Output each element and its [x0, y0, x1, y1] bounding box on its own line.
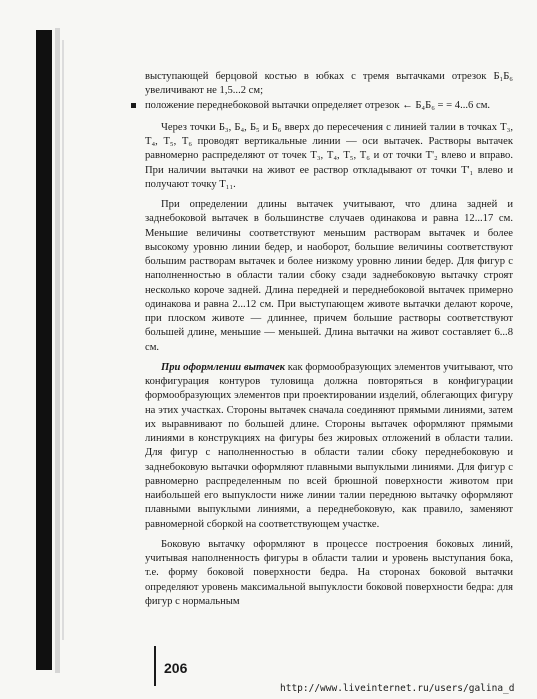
bullet-item-text: положение переднебоковой вытачки определяет отрезок ← Б₄Б₆ = = 4...6 см. [145, 99, 491, 111]
paragraph: Через точки Б₃, Б₄, Б₅ и Б₆ вверх до пересечения с линией талии в точках Т₃, Т₄, Т₅, Т₆ проводят вертикальные линии — оси вытачек. Растворы вытачек равномерно распределяют от точек Т₃, Т₄, Т₅, Т₆ и от точки Т'₂ влево и вправо. При наличии вытачки на живот ее раствор откладывают от точки Т'₁ влево и получают точку Т₁₁. [145, 121, 513, 190]
source-watermark-url: http://www.liveinternet.ru/users/galina_d [280, 683, 515, 694]
paragraph-continuation: выступающей берцовой костью в юбках с тремя вытачками отрезок Б₁Б₆ увеличивают не 1,5...2 см; [145, 71, 513, 97]
paragraph-with-emphasis [145, 361, 513, 532]
book-binding-shadow [36, 30, 52, 670]
bullet-square-icon [131, 103, 136, 108]
paragraph: При определении длины вытачек учитывают, что длина задней и заднебоковой вытачек в большинстве случаев одинакова и равна 12...17 см. Меньшие величины соответствуют меньшим растворам вытачек и более высокому уровню линии бедер, и наоборот, большие величины соответствуют большим растворам вытачек и более низкому уровню линии бедер. Для фигур с наполненностью в области талии сбоку сзади заднебоковую вытачку строят несколько короче задней. Длина передней и переднебоковой вытачек примерно одинакова и равна 2...12 см. При выступающем животе вытачки делают короче, при плоском животе — длиннее, причем большие растворы соответствуют большей длине, меньшие — меньшей. Длина вытачки на живот составляет 6...8 см. [145, 199, 513, 353]
paragraph: Боковую вытачку оформляют в процессе построения боковых линий, учитывая наполненность фигуры в области талии и уровень выступания бока, т.е. форму боковой поверхности бедра. На сторонах боковой вытачки определяют уровень максимальной выпуклости боковой поверхности бедра: для фигур с нормальным [145, 538, 513, 607]
bullet-item [145, 99, 513, 113]
binding-edge-line [62, 40, 64, 640]
binding-edge [55, 28, 60, 673]
page-number-rule [154, 646, 156, 686]
page-number: 206 [164, 660, 188, 676]
paragraph-gap [145, 113, 513, 121]
emphasis-lead: При оформлении вытачек [161, 361, 286, 373]
page-body-text [145, 70, 513, 609]
paragraph-text: как формообразующих элементов учитывают, что конфигурация контуров туловища должна повторяться в конфигурации формообразующих элементов при проектировании изделий, облегающих фигуру на этих участках. Стороны вытачек сначала соединяют прямыми линиями, затем их выравнивают по большей длине. Стороны вытачек оформляют прямыми линиями в конструкциях на фигуры без жировых отложений в области талии. Для фигур с наполненностью в области талии сбоку переднебоковую и заднебоковую вытачки оформляют плавными выпуклыми линиями. Для фигур с равномерно распределенным по всей брюшной поверхности животом при наибольшей его выпуклости ниже линии талии переднюю вытачку оформляют плавными выпуклыми линиями, а переднебоковую, как правило, заменяют равномерной сборкой на соответствующем участке. [145, 361, 513, 530]
